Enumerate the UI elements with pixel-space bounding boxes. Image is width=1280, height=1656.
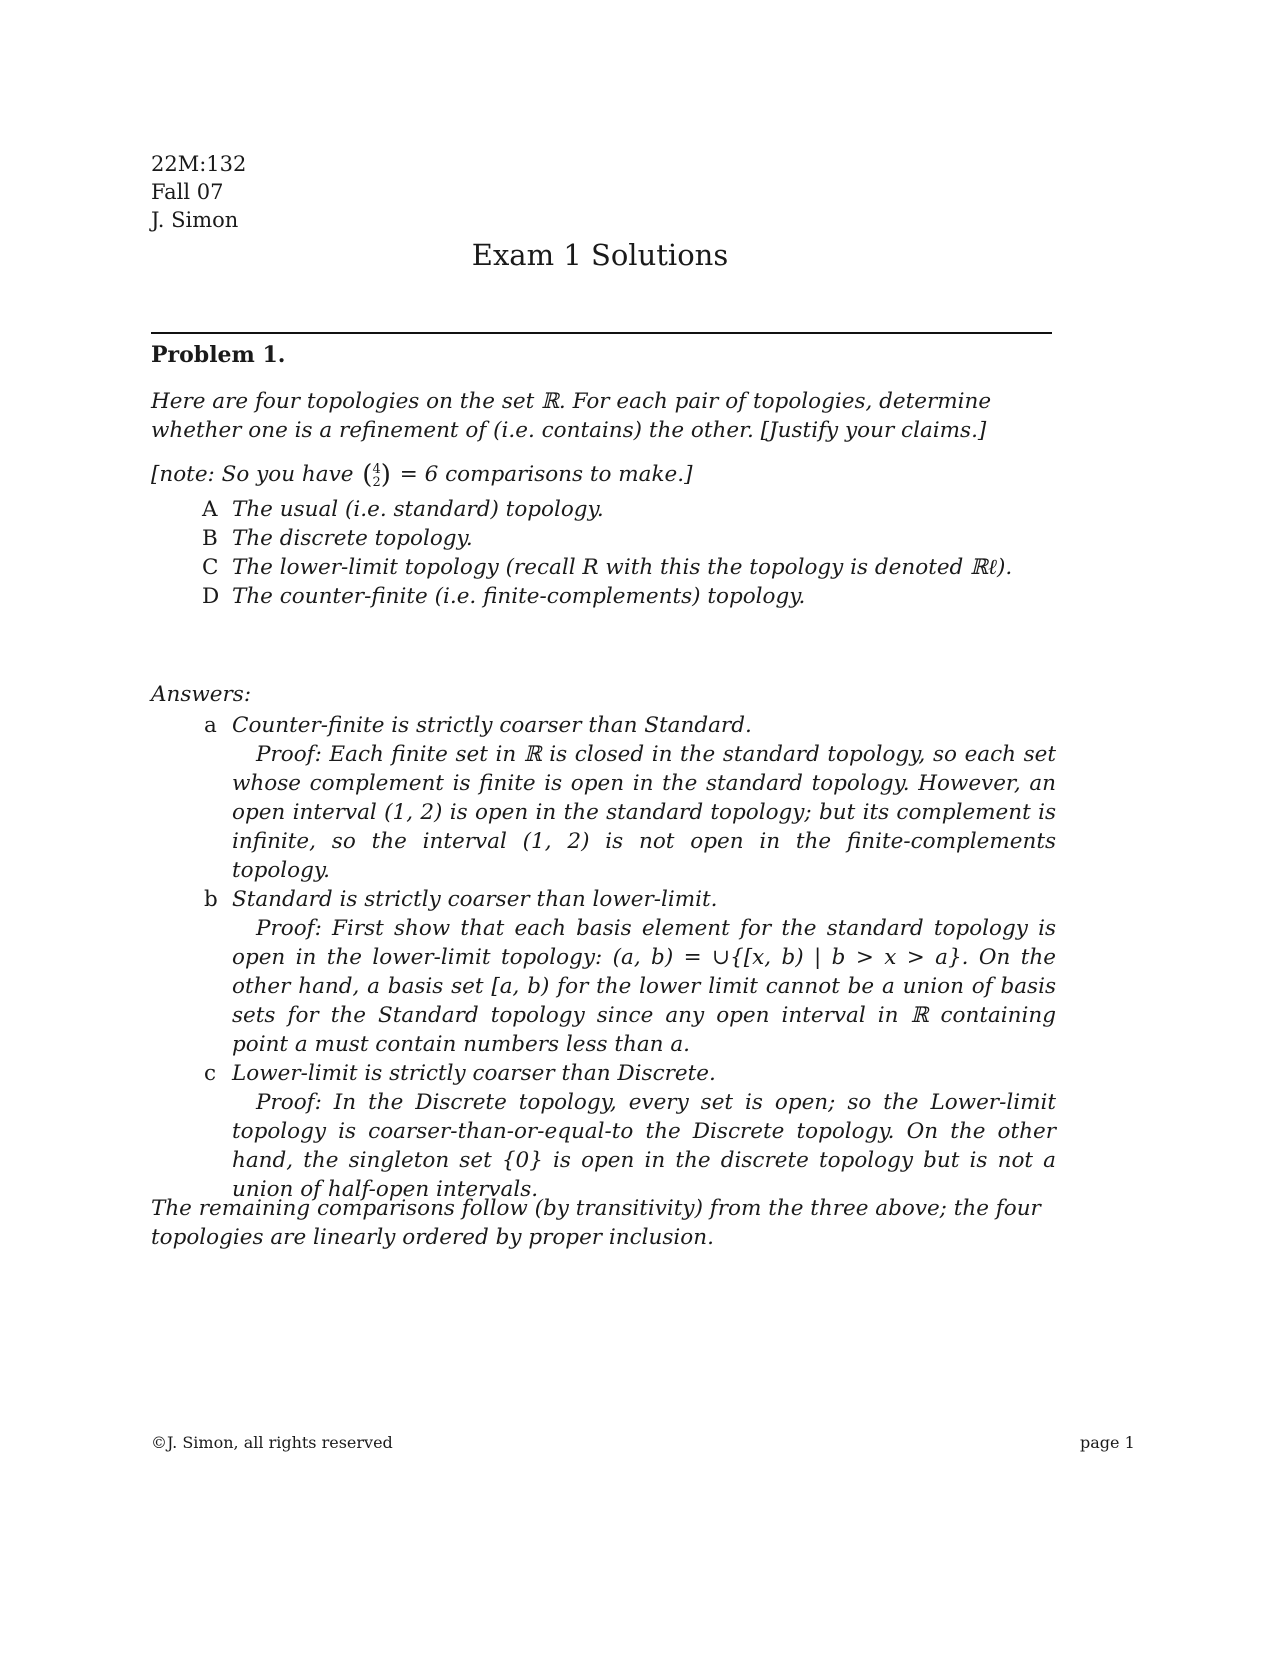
answer-item [204,711,1056,885]
list-item [202,524,1062,553]
page-number: page 1 [1080,1433,1135,1452]
term: Fall 07 [151,180,224,204]
item-label: A [202,497,218,522]
answer-proof: Proof: First show that each basis element for the standard topology is open in the lower-limit topology: (a, b) = ∪{[x, b) | b > x > a}. On the other hand, a basis set [a, b) for the lower limit cannot be a union of basis sets for the Standard topology since any open interval in ℝ containing point a must contain numbers less than a. [232,916,1056,1057]
item-text: The counter-finite (i.e. finite-complements) topology. [232,584,806,609]
horizontal-rule [151,332,1052,334]
item-label: C [202,555,219,580]
answer-label: c [204,1061,217,1086]
item-text: The usual (i.e. standard) topology. [232,497,604,522]
answer-label: b [204,887,218,912]
binom-top: 4 [372,461,381,477]
list-item [202,582,1062,611]
answer-claim: Lower-limit is strictly coarser than Discrete. [232,1061,716,1086]
answer-claim: Standard is strictly coarser than lower-limit. [232,887,718,912]
conclusion: The remaining comparisons follow (by transitivity) from the three above; the four topologies are linearly ordered by proper inclusion. [151,1196,1041,1250]
note-prefix: [note: So you have [151,462,354,487]
item-label: B [202,526,218,551]
problem-statement: Here are four topologies on the set ℝ. For each pair of topologies, determine whether one is a refinement of (i.e. contains) the other. [Justify your claims.] [151,389,992,443]
item-label: D [202,584,220,609]
binom-bottom: 2 [372,474,381,490]
item-text: The discrete topology. [232,526,473,551]
answer-item [204,885,1056,1059]
answer-proof: Proof: Each finite set in ℝ is closed in the standard topology, so each set whose complement is finite is open in the standard topology. However, an open interval (1, 2) is open in the standard topology; but its complement is infinite, so the interval (1, 2) is not open in the finite-complements topology. [232,742,1056,883]
answers-list [204,711,1056,1204]
list-item [202,495,1062,524]
problem-label: Problem 1. [151,342,286,368]
answer-item [204,1059,1056,1204]
answer-label: a [204,713,217,738]
binomial-coefficient: (4 2) [362,459,391,490]
list-item [202,553,1062,582]
answers-heading: Answers: [151,682,252,707]
copyright-notice: ©J. Simon, all rights reserved [151,1433,393,1452]
answer-proof: Proof: In the Discrete topology, every set is open; so the Lower-limit topology is coarser-than-or-equal-to the Discrete topology. On the other hand, the singleton set {0} is open in the discrete topology but is not a union of half-open intervals. [232,1090,1056,1202]
note-suffix: = 6 comparisons to make.] [399,462,693,487]
answer-claim: Counter-finite is strictly coarser than Standard. [232,713,752,738]
topology-list [202,495,1062,611]
instructor: J. Simon [151,208,239,232]
item-text: The lower-limit topology (recall R with this the topology is denoted ℝℓ). [232,555,1013,580]
page-title: Exam 1 Solutions [471,238,729,272]
course-number: 22M:132 [151,152,247,176]
problem-note [151,460,1056,489]
